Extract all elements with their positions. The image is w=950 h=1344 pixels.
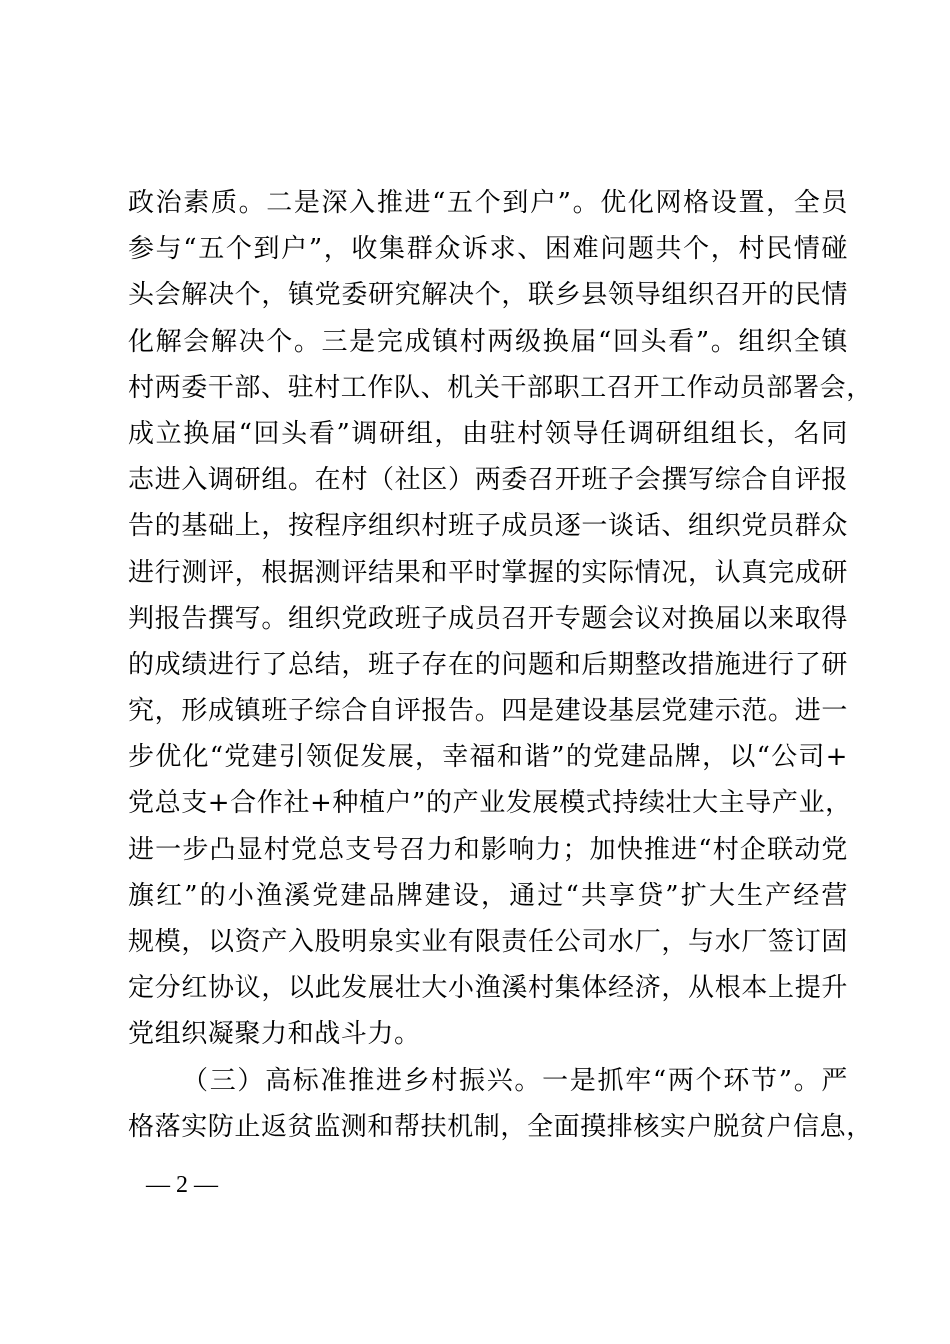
text-line: 的成绩进行了总结，班子存在的问题和后期整改措施进行了研 [128,649,848,680]
text-line: 化解会解决个。三是完成镇村两级换届“回头看”。组织全镇 [128,326,848,357]
text-line: 究，形成镇班子综合自评报告。四是建设基层党建示范。进一 [128,696,848,727]
body-text [128,180,873,1150]
text-line: 告的基础上，按程序组织村班子成员逐一谈话、组织党员群众 [128,511,848,542]
text-line: 格落实防止返贫监测和帮扶机制，全面摸排核实户脱贫户信息， [128,1111,873,1142]
page-number: — 2 — [146,1172,218,1198]
text-line: 成立换届“回头看”调研组，由驻村领导任调研组组长，名同 [128,418,848,449]
text-line: 进一步凸显村党总支号召力和影响力；加快推进“村企联动党 [128,834,848,865]
text-line: 政治素质。二是深入推进“五个到户”。优化网格设置，全员 [128,188,848,218]
text-line: 党组织凝聚力和战斗力。 [128,1019,421,1050]
text-line: 党总支+合作社+种植户”的产业发展模式持续壮大主导产业， [128,788,852,819]
text-line: 定分红协议，以此发展壮大小渔溪村集体经济，从根本上提升 [128,973,848,1004]
text-line: 步优化“党建引领促发展，幸福和谐”的党建品牌，以“公司+ [128,742,848,773]
text-line: 判报告撰写。组织党政班子成员召开专题会议对换届以来取得 [128,603,848,634]
section-heading-line: （三）高标准推进乡村振兴。一是抓牢“两个环节”。严 [182,1065,848,1096]
text-line: 头会解决个，镇党委研究解决个，联乡县领导组织召开的民情 [128,280,848,311]
text-line: 志进入调研组。在村（社区）两委召开班子会撰写综合自评报 [128,465,848,496]
text-line: 村两委干部、驻村工作队、机关干部职工召开工作动员部署会， [128,372,873,403]
text-line: 旗红”的小渔溪党建品牌建设，通过“共享贷”扩大生产经营 [128,880,848,911]
text-line: 参与“五个到户”，收集群众诉求、困难问题共个，村民情碰 [128,234,848,265]
text-line: 进行测评，根据测评结果和平时掌握的实际情况，认真完成研 [128,557,848,588]
text-line: 规模，以资产入股明泉实业有限责任公司水厂，与水厂签订固 [128,927,848,957]
